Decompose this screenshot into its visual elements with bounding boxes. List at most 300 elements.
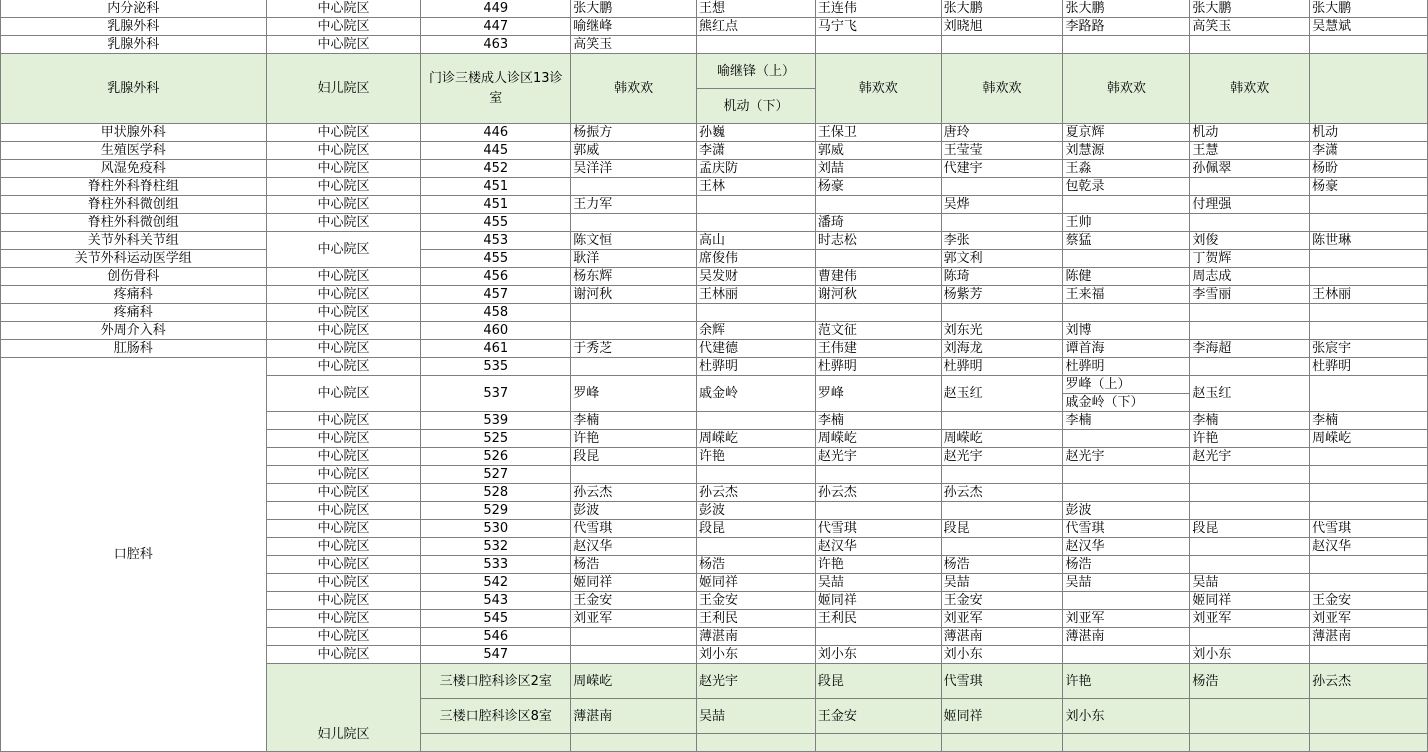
doctor-cell[interactable] bbox=[571, 466, 697, 484]
doctor-cell[interactable]: 薄湛南 bbox=[941, 628, 1063, 646]
campus-cell[interactable]: 中心院区 bbox=[266, 36, 421, 54]
room-cell[interactable]: 455 bbox=[421, 250, 571, 268]
doctor-cell[interactable]: 韩欢欢 bbox=[571, 54, 697, 124]
doctor-cell[interactable]: 王慧 bbox=[1190, 142, 1310, 160]
room-cell[interactable]: 449 bbox=[421, 0, 571, 18]
doctor-cell[interactable] bbox=[1190, 484, 1310, 502]
doctor-cell[interactable]: 周嵘屹 bbox=[571, 664, 697, 699]
doctor-cell[interactable]: 张大鹏 bbox=[1190, 0, 1310, 18]
doctor-cell[interactable] bbox=[1063, 304, 1190, 322]
room-cell[interactable]: 545 bbox=[421, 610, 571, 628]
doctor-cell[interactable]: 时志松 bbox=[815, 232, 941, 250]
doctor-cell[interactable] bbox=[941, 538, 1063, 556]
doctor-cell[interactable]: 戚金岭 bbox=[697, 376, 816, 412]
doctor-cell[interactable]: 代雪琪 bbox=[941, 664, 1063, 699]
room-cell[interactable]: 447 bbox=[421, 18, 571, 36]
doctor-cell[interactable] bbox=[1310, 502, 1428, 520]
doctor-cell[interactable] bbox=[1310, 484, 1428, 502]
doctor-cell[interactable]: 机动（下） bbox=[697, 89, 816, 124]
doctor-cell[interactable]: 李海超 bbox=[1190, 340, 1310, 358]
doctor-cell[interactable]: 刘亚军 bbox=[941, 610, 1063, 628]
room-cell[interactable]: 三楼口腔科诊区8室 bbox=[421, 699, 571, 734]
doctor-cell[interactable]: 周嵘屹 bbox=[941, 430, 1063, 448]
doctor-cell[interactable]: 周嵘屹 bbox=[1310, 430, 1428, 448]
doctor-cell[interactable] bbox=[1063, 196, 1190, 214]
room-cell[interactable]: 546 bbox=[421, 628, 571, 646]
doctor-cell[interactable] bbox=[1063, 592, 1190, 610]
doctor-cell[interactable] bbox=[571, 304, 697, 322]
doctor-cell[interactable] bbox=[815, 250, 941, 268]
doctor-cell[interactable]: 熊红点 bbox=[697, 18, 816, 36]
dept-cell[interactable]: 生殖医学科 bbox=[1, 142, 267, 160]
doctor-cell[interactable]: 韩欢欢 bbox=[1063, 54, 1190, 124]
doctor-cell[interactable]: 高山 bbox=[697, 232, 816, 250]
campus-cell[interactable]: 中心院区 bbox=[266, 412, 421, 430]
campus-cell[interactable]: 中心院区 bbox=[266, 502, 421, 520]
doctor-cell[interactable]: 刘小东 bbox=[815, 646, 941, 664]
doctor-cell[interactable] bbox=[941, 466, 1063, 484]
doctor-cell[interactable]: 赵光宇 bbox=[1190, 448, 1310, 466]
doctor-cell[interactable] bbox=[941, 502, 1063, 520]
doctor-cell[interactable]: 赵玉红 bbox=[1190, 376, 1310, 412]
doctor-cell[interactable]: 韩欢欢 bbox=[941, 54, 1063, 124]
doctor-cell[interactable]: 王金安 bbox=[941, 592, 1063, 610]
campus-cell[interactable]: 中心院区 bbox=[266, 376, 421, 412]
room-cell[interactable]: 537 bbox=[421, 376, 571, 412]
dept-cell[interactable]: 创伤骨科 bbox=[1, 268, 267, 286]
room-cell[interactable]: 455 bbox=[421, 214, 571, 232]
doctor-cell[interactable]: 杜骅明 bbox=[941, 358, 1063, 376]
doctor-cell[interactable]: 段昆 bbox=[941, 520, 1063, 538]
doctor-cell[interactable]: 戚金岭（下） bbox=[1063, 394, 1190, 412]
doctor-cell[interactable]: 周嵘屹 bbox=[697, 430, 816, 448]
doctor-cell[interactable]: 郭威 bbox=[815, 142, 941, 160]
doctor-cell[interactable] bbox=[1063, 646, 1190, 664]
doctor-cell[interactable]: 丁贺辉 bbox=[1190, 250, 1310, 268]
doctor-cell[interactable]: 段昆 bbox=[571, 448, 697, 466]
room-cell[interactable]: 445 bbox=[421, 142, 571, 160]
doctor-cell[interactable]: 彭波 bbox=[571, 502, 697, 520]
doctor-cell[interactable] bbox=[1190, 538, 1310, 556]
doctor-cell[interactable]: 赵汉华 bbox=[1063, 538, 1190, 556]
doctor-cell[interactable]: 许艳 bbox=[1190, 430, 1310, 448]
doctor-cell[interactable]: 陈健 bbox=[1063, 268, 1190, 286]
campus-cell[interactable]: 中心院区 bbox=[266, 232, 421, 268]
doctor-cell[interactable]: 段昆 bbox=[697, 520, 816, 538]
doctor-cell[interactable]: 代建德 bbox=[697, 340, 816, 358]
doctor-cell[interactable]: 张大鹏 bbox=[571, 0, 697, 18]
doctor-cell[interactable]: 韩欢欢 bbox=[1190, 54, 1310, 124]
doctor-cell[interactable]: 刘慧源 bbox=[1063, 142, 1190, 160]
doctor-cell[interactable]: 罗峰 bbox=[815, 376, 941, 412]
campus-cell[interactable]: 中心院区 bbox=[266, 628, 421, 646]
doctor-cell[interactable]: 孙云杰 bbox=[571, 484, 697, 502]
campus-cell[interactable]: 中心院区 bbox=[266, 610, 421, 628]
doctor-cell[interactable] bbox=[1310, 36, 1428, 54]
room-cell[interactable]: 533 bbox=[421, 556, 571, 574]
room-cell[interactable]: 526 bbox=[421, 448, 571, 466]
doctor-cell[interactable]: 罗峰 bbox=[571, 376, 697, 412]
doctor-cell[interactable] bbox=[1063, 36, 1190, 54]
dept-cell[interactable]: 乳腺外科 bbox=[1, 36, 267, 54]
doctor-cell[interactable] bbox=[1310, 304, 1428, 322]
doctor-cell[interactable]: 薄湛南 bbox=[1310, 628, 1428, 646]
doctor-cell[interactable]: 姬同祥 bbox=[697, 574, 816, 592]
doctor-cell[interactable] bbox=[815, 502, 941, 520]
doctor-cell[interactable] bbox=[1310, 466, 1428, 484]
doctor-cell[interactable]: 刘喆 bbox=[815, 160, 941, 178]
room-cell[interactable]: 三楼口腔科诊区2室 bbox=[421, 664, 571, 699]
campus-cell[interactable]: 中心院区 bbox=[266, 322, 421, 340]
doctor-cell[interactable] bbox=[815, 466, 941, 484]
doctor-cell[interactable]: 李潇 bbox=[1310, 142, 1428, 160]
doctor-cell[interactable] bbox=[1063, 734, 1190, 752]
room-cell[interactable]: 547 bbox=[421, 646, 571, 664]
doctor-cell[interactable] bbox=[1190, 466, 1310, 484]
doctor-cell[interactable] bbox=[697, 412, 816, 430]
doctor-cell[interactable]: 耿洋 bbox=[571, 250, 697, 268]
doctor-cell[interactable] bbox=[697, 466, 816, 484]
doctor-cell[interactable]: 杨浩 bbox=[1190, 664, 1310, 699]
doctor-cell[interactable] bbox=[697, 196, 816, 214]
campus-cell[interactable]: 中心院区 bbox=[266, 592, 421, 610]
dept-cell[interactable]: 脊柱外科微创组 bbox=[1, 196, 267, 214]
doctor-cell[interactable] bbox=[941, 36, 1063, 54]
doctor-cell[interactable] bbox=[941, 412, 1063, 430]
doctor-cell[interactable]: 蔡猛 bbox=[1063, 232, 1190, 250]
doctor-cell[interactable]: 刘小东 bbox=[941, 646, 1063, 664]
dept-cell[interactable]: 乳腺外科 bbox=[1, 18, 267, 36]
doctor-cell[interactable]: 孙巍 bbox=[697, 124, 816, 142]
dept-cell[interactable]: 外周介入科 bbox=[1, 322, 267, 340]
doctor-cell[interactable]: 许艳 bbox=[815, 556, 941, 574]
room-cell[interactable]: 458 bbox=[421, 304, 571, 322]
doctor-cell[interactable]: 姬同祥 bbox=[941, 699, 1063, 734]
doctor-cell[interactable] bbox=[1190, 734, 1310, 752]
doctor-cell[interactable]: 吴喆 bbox=[697, 699, 816, 734]
doctor-cell[interactable]: 杜骅明 bbox=[1310, 358, 1428, 376]
doctor-cell[interactable]: 吴洋洋 bbox=[571, 160, 697, 178]
dept-cell[interactable]: 口腔科 bbox=[1, 358, 267, 752]
doctor-cell[interactable]: 李楠 bbox=[571, 412, 697, 430]
campus-cell[interactable]: 中心院区 bbox=[266, 574, 421, 592]
doctor-cell[interactable] bbox=[571, 646, 697, 664]
doctor-cell[interactable] bbox=[1310, 556, 1428, 574]
doctor-cell[interactable] bbox=[1310, 268, 1428, 286]
room-cell[interactable]: 451 bbox=[421, 178, 571, 196]
doctor-cell[interactable] bbox=[1190, 36, 1310, 54]
doctor-cell[interactable] bbox=[1190, 628, 1310, 646]
doctor-cell[interactable]: 高笑玉 bbox=[1190, 18, 1310, 36]
doctor-cell[interactable]: 赵光宇 bbox=[815, 448, 941, 466]
doctor-cell[interactable]: 唐玲 bbox=[941, 124, 1063, 142]
room-cell[interactable]: 门诊三楼成人诊区13诊室 bbox=[421, 54, 571, 124]
doctor-cell[interactable]: 李楠 bbox=[815, 412, 941, 430]
doctor-cell[interactable]: 夏京辉 bbox=[1063, 124, 1190, 142]
campus-cell[interactable]: 中心院区 bbox=[266, 196, 421, 214]
doctor-cell[interactable]: 韩欢欢 bbox=[815, 54, 941, 124]
room-cell[interactable]: 461 bbox=[421, 340, 571, 358]
doctor-cell[interactable]: 段昆 bbox=[815, 664, 941, 699]
doctor-cell[interactable]: 孙佩翠 bbox=[1190, 160, 1310, 178]
doctor-cell[interactable]: 王伟建 bbox=[815, 340, 941, 358]
doctor-cell[interactable]: 刘亚军 bbox=[1310, 610, 1428, 628]
room-cell[interactable]: 539 bbox=[421, 412, 571, 430]
doctor-cell[interactable]: 刘小东 bbox=[1190, 646, 1310, 664]
dept-cell[interactable]: 肛肠科 bbox=[1, 340, 267, 358]
room-cell[interactable]: 527 bbox=[421, 466, 571, 484]
doctor-cell[interactable] bbox=[1190, 556, 1310, 574]
doctor-cell[interactable]: 罗峰（上） bbox=[1063, 376, 1190, 394]
doctor-cell[interactable] bbox=[1310, 322, 1428, 340]
doctor-cell[interactable] bbox=[571, 358, 697, 376]
doctor-cell[interactable]: 李雪丽 bbox=[1190, 286, 1310, 304]
doctor-cell[interactable]: 潘琦 bbox=[815, 214, 941, 232]
doctor-cell[interactable]: 李潇 bbox=[697, 142, 816, 160]
doctor-cell[interactable]: 曹建伟 bbox=[815, 268, 941, 286]
doctor-cell[interactable]: 吴烨 bbox=[941, 196, 1063, 214]
doctor-cell[interactable] bbox=[1190, 322, 1310, 340]
doctor-cell[interactable]: 刘博 bbox=[1063, 322, 1190, 340]
doctor-cell[interactable] bbox=[941, 304, 1063, 322]
doctor-cell[interactable]: 范文征 bbox=[815, 322, 941, 340]
doctor-cell[interactable]: 王莹莹 bbox=[941, 142, 1063, 160]
doctor-cell[interactable]: 吴喆 bbox=[941, 574, 1063, 592]
doctor-cell[interactable] bbox=[571, 628, 697, 646]
doctor-cell[interactable] bbox=[1310, 214, 1428, 232]
campus-cell[interactable]: 中心院区 bbox=[266, 268, 421, 286]
doctor-cell[interactable]: 王连伟 bbox=[815, 0, 941, 18]
doctor-cell[interactable]: 刘俊 bbox=[1190, 232, 1310, 250]
room-cell[interactable]: 535 bbox=[421, 358, 571, 376]
doctor-cell[interactable]: 刘亚军 bbox=[1063, 610, 1190, 628]
doctor-cell[interactable]: 王保卫 bbox=[815, 124, 941, 142]
dept-cell[interactable]: 关节外科关节组 bbox=[1, 232, 267, 250]
campus-cell[interactable]: 中心院区 bbox=[266, 18, 421, 36]
doctor-cell[interactable] bbox=[1190, 502, 1310, 520]
doctor-cell[interactable]: 姬同祥 bbox=[1190, 592, 1310, 610]
doctor-cell[interactable]: 李路路 bbox=[1063, 18, 1190, 36]
doctor-cell[interactable]: 彭波 bbox=[1063, 502, 1190, 520]
doctor-cell[interactable] bbox=[1063, 430, 1190, 448]
doctor-cell[interactable]: 周嵘屹 bbox=[815, 430, 941, 448]
doctor-cell[interactable]: 杜骅明 bbox=[815, 358, 941, 376]
doctor-cell[interactable]: 杨浩 bbox=[697, 556, 816, 574]
room-cell[interactable]: 463 bbox=[421, 36, 571, 54]
doctor-cell[interactable]: 郭文利 bbox=[941, 250, 1063, 268]
doctor-cell[interactable]: 杨浩 bbox=[571, 556, 697, 574]
doctor-cell[interactable] bbox=[697, 36, 816, 54]
room-cell[interactable]: 530 bbox=[421, 520, 571, 538]
doctor-cell[interactable] bbox=[1190, 214, 1310, 232]
doctor-cell[interactable] bbox=[1190, 699, 1310, 734]
room-cell[interactable]: 525 bbox=[421, 430, 571, 448]
doctor-cell[interactable]: 包乾录 bbox=[1063, 178, 1190, 196]
doctor-cell[interactable] bbox=[697, 538, 816, 556]
doctor-cell[interactable]: 代雪琪 bbox=[1063, 520, 1190, 538]
doctor-cell[interactable]: 代雪琪 bbox=[1310, 520, 1428, 538]
doctor-cell[interactable]: 彭波 bbox=[697, 502, 816, 520]
doctor-cell[interactable]: 许艳 bbox=[1063, 664, 1190, 699]
doctor-cell[interactable]: 吴发财 bbox=[697, 268, 816, 286]
campus-cell[interactable]: 中心院区 bbox=[266, 178, 421, 196]
doctor-cell[interactable]: 李楠 bbox=[1310, 412, 1428, 430]
campus-cell[interactable]: 中心院区 bbox=[266, 430, 421, 448]
dept-cell[interactable]: 脊柱外科脊柱组 bbox=[1, 178, 267, 196]
doctor-cell[interactable]: 于秀芝 bbox=[571, 340, 697, 358]
room-cell[interactable]: 456 bbox=[421, 268, 571, 286]
doctor-cell[interactable] bbox=[815, 196, 941, 214]
doctor-cell[interactable]: 杜骅明 bbox=[1063, 358, 1190, 376]
doctor-cell[interactable]: 张大鹏 bbox=[1063, 0, 1190, 18]
dept-cell[interactable]: 疼痛科 bbox=[1, 286, 267, 304]
doctor-cell[interactable]: 杨豪 bbox=[1310, 178, 1428, 196]
dept-cell[interactable]: 甲状腺外科 bbox=[1, 124, 267, 142]
doctor-cell[interactable] bbox=[815, 304, 941, 322]
room-cell[interactable]: 457 bbox=[421, 286, 571, 304]
doctor-cell[interactable] bbox=[1063, 484, 1190, 502]
doctor-cell[interactable] bbox=[697, 304, 816, 322]
doctor-cell[interactable]: 赵光宇 bbox=[941, 448, 1063, 466]
doctor-cell[interactable]: 赵光宇 bbox=[697, 664, 816, 699]
room-cell[interactable]: 453 bbox=[421, 232, 571, 250]
doctor-cell[interactable]: 代建宇 bbox=[941, 160, 1063, 178]
doctor-cell[interactable]: 杨浩 bbox=[941, 556, 1063, 574]
doctor-cell[interactable] bbox=[571, 214, 697, 232]
doctor-cell[interactable]: 王林丽 bbox=[697, 286, 816, 304]
doctor-cell[interactable]: 王淼 bbox=[1063, 160, 1190, 178]
doctor-cell[interactable]: 许艳 bbox=[697, 448, 816, 466]
doctor-cell[interactable]: 陈世琳 bbox=[1310, 232, 1428, 250]
doctor-cell[interactable]: 王帅 bbox=[1063, 214, 1190, 232]
doctor-cell[interactable]: 赵汉华 bbox=[1310, 538, 1428, 556]
doctor-cell[interactable]: 付理强 bbox=[1190, 196, 1310, 214]
doctor-cell[interactable]: 段昆 bbox=[1190, 520, 1310, 538]
dept-cell[interactable]: 关节外科运动医学组 bbox=[1, 250, 267, 268]
room-cell[interactable]: 460 bbox=[421, 322, 571, 340]
room-cell[interactable]: 542 bbox=[421, 574, 571, 592]
doctor-cell[interactable] bbox=[815, 734, 941, 752]
doctor-cell[interactable]: 代雪琪 bbox=[815, 520, 941, 538]
doctor-cell[interactable]: 刘晓旭 bbox=[941, 18, 1063, 36]
campus-cell[interactable]: 中心院区 bbox=[266, 556, 421, 574]
doctor-cell[interactable]: 李楠 bbox=[1063, 412, 1190, 430]
doctor-cell[interactable]: 王利民 bbox=[815, 610, 941, 628]
campus-cell[interactable]: 妇儿院区 bbox=[266, 664, 421, 752]
room-cell[interactable]: 532 bbox=[421, 538, 571, 556]
campus-cell[interactable]: 中心院区 bbox=[266, 646, 421, 664]
doctor-cell[interactable]: 吴喆 bbox=[815, 574, 941, 592]
doctor-cell[interactable]: 刘小东 bbox=[697, 646, 816, 664]
doctor-cell[interactable]: 谢河秋 bbox=[571, 286, 697, 304]
doctor-cell[interactable]: 王林丽 bbox=[1310, 286, 1428, 304]
doctor-cell[interactable] bbox=[941, 178, 1063, 196]
dept-cell[interactable]: 疼痛科 bbox=[1, 304, 267, 322]
doctor-cell[interactable]: 喻继锋（上） bbox=[697, 54, 816, 89]
doctor-cell[interactable]: 王金安 bbox=[1310, 592, 1428, 610]
campus-cell[interactable]: 中心院区 bbox=[266, 538, 421, 556]
doctor-cell[interactable]: 王金安 bbox=[571, 592, 697, 610]
doctor-cell[interactable] bbox=[1310, 734, 1428, 752]
campus-cell[interactable]: 中心院区 bbox=[266, 448, 421, 466]
doctor-cell[interactable]: 马宁飞 bbox=[815, 18, 941, 36]
doctor-cell[interactable]: 郭威 bbox=[571, 142, 697, 160]
doctor-cell[interactable] bbox=[1190, 178, 1310, 196]
doctor-cell[interactable] bbox=[1310, 376, 1428, 412]
room-cell[interactable]: 446 bbox=[421, 124, 571, 142]
doctor-cell[interactable]: 张宸宇 bbox=[1310, 340, 1428, 358]
doctor-cell[interactable] bbox=[1310, 699, 1428, 734]
dept-cell[interactable]: 内分泌科 bbox=[1, 0, 267, 18]
doctor-cell[interactable]: 薄湛南 bbox=[1063, 628, 1190, 646]
doctor-cell[interactable] bbox=[941, 214, 1063, 232]
doctor-cell[interactable] bbox=[1310, 646, 1428, 664]
campus-cell[interactable]: 中心院区 bbox=[266, 340, 421, 358]
doctor-cell[interactable]: 赵玉红 bbox=[941, 376, 1063, 412]
doctor-cell[interactable] bbox=[571, 734, 697, 752]
doctor-cell[interactable] bbox=[1310, 54, 1428, 124]
dept-cell[interactable]: 脊柱外科微创组 bbox=[1, 214, 267, 232]
doctor-cell[interactable]: 刘亚军 bbox=[1190, 610, 1310, 628]
doctor-cell[interactable]: 谭首海 bbox=[1063, 340, 1190, 358]
doctor-cell[interactable]: 刘海龙 bbox=[941, 340, 1063, 358]
doctor-cell[interactable]: 张大鹏 bbox=[1310, 0, 1428, 18]
doctor-cell[interactable]: 杨振方 bbox=[571, 124, 697, 142]
doctor-cell[interactable] bbox=[1190, 358, 1310, 376]
campus-cell[interactable]: 中心院区 bbox=[266, 0, 421, 18]
doctor-cell[interactable]: 王利民 bbox=[697, 610, 816, 628]
campus-cell[interactable]: 中心院区 bbox=[266, 304, 421, 322]
doctor-cell[interactable]: 李张 bbox=[941, 232, 1063, 250]
doctor-cell[interactable]: 杨浩 bbox=[1063, 556, 1190, 574]
doctor-cell[interactable]: 吴慧斌 bbox=[1310, 18, 1428, 36]
doctor-cell[interactable] bbox=[571, 322, 697, 340]
doctor-cell[interactable] bbox=[697, 734, 816, 752]
doctor-cell[interactable]: 高笑玉 bbox=[571, 36, 697, 54]
doctor-cell[interactable]: 王林 bbox=[697, 178, 816, 196]
doctor-cell[interactable]: 刘小东 bbox=[1063, 699, 1190, 734]
doctor-cell[interactable] bbox=[1310, 250, 1428, 268]
doctor-cell[interactable]: 孙云杰 bbox=[1310, 664, 1428, 699]
campus-cell[interactable]: 中心院区 bbox=[266, 214, 421, 232]
doctor-cell[interactable]: 薄湛南 bbox=[697, 628, 816, 646]
doctor-cell[interactable]: 许艳 bbox=[571, 430, 697, 448]
doctor-cell[interactable]: 杨昐 bbox=[1310, 160, 1428, 178]
doctor-cell[interactable] bbox=[1310, 448, 1428, 466]
doctor-cell[interactable]: 席俊伟 bbox=[697, 250, 816, 268]
doctor-cell[interactable]: 姬同祥 bbox=[571, 574, 697, 592]
doctor-cell[interactable]: 孙云杰 bbox=[697, 484, 816, 502]
room-cell[interactable]: 452 bbox=[421, 160, 571, 178]
room-cell[interactable]: 528 bbox=[421, 484, 571, 502]
doctor-cell[interactable]: 孟庆防 bbox=[697, 160, 816, 178]
campus-cell[interactable]: 中心院区 bbox=[266, 124, 421, 142]
doctor-cell[interactable]: 赵光宇 bbox=[1063, 448, 1190, 466]
doctor-cell[interactable]: 吴喆 bbox=[1063, 574, 1190, 592]
doctor-cell[interactable]: 王来福 bbox=[1063, 286, 1190, 304]
doctor-cell[interactable]: 杨豪 bbox=[815, 178, 941, 196]
doctor-cell[interactable] bbox=[1063, 250, 1190, 268]
doctor-cell[interactable]: 孙云杰 bbox=[815, 484, 941, 502]
doctor-cell[interactable]: 代雪琪 bbox=[571, 520, 697, 538]
campus-cell[interactable]: 中心院区 bbox=[266, 520, 421, 538]
doctor-cell[interactable]: 周志成 bbox=[1190, 268, 1310, 286]
doctor-cell[interactable]: 赵汉华 bbox=[571, 538, 697, 556]
doctor-cell[interactable]: 陈文恒 bbox=[571, 232, 697, 250]
campus-cell[interactable]: 中心院区 bbox=[266, 484, 421, 502]
doctor-cell[interactable]: 谢河秋 bbox=[815, 286, 941, 304]
doctor-cell[interactable]: 刘亚军 bbox=[571, 610, 697, 628]
